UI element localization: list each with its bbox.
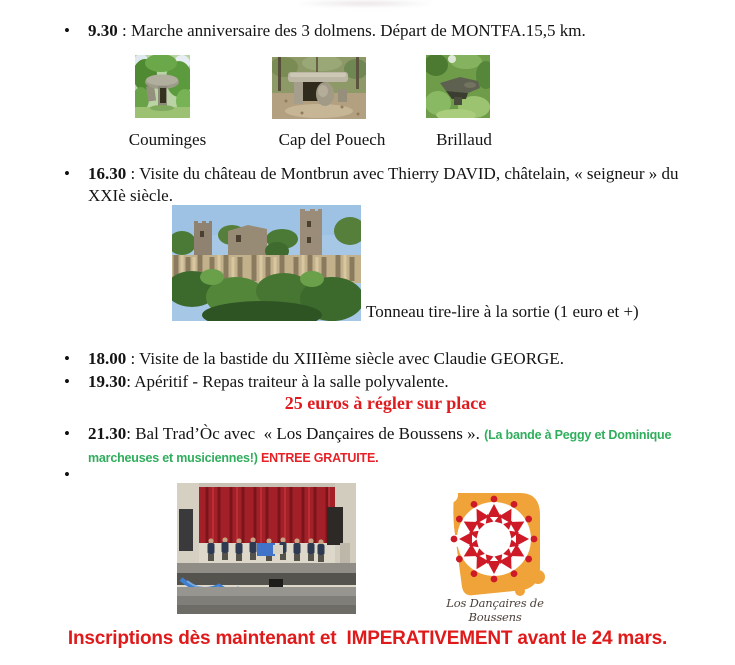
band-stage-photo [177, 483, 356, 614]
bullet-icon: • [64, 21, 70, 40]
schedule-item-2130-text [88, 423, 720, 469]
time-930: 9.30 [88, 21, 118, 40]
time-1930: 19.30 [88, 372, 127, 391]
schedule-item-1930 [64, 371, 724, 393]
bullet-icon: • [64, 164, 70, 183]
time-2130: 21.30 [88, 424, 127, 443]
schedule-item-1930-text [88, 371, 720, 393]
schedule-item-1800-text [88, 348, 720, 370]
schedule-item-930-text [88, 20, 720, 42]
bullet-icon: • [64, 372, 70, 391]
price-line: 25 euros à régler sur place [284, 393, 487, 413]
los-dancaires-logo [442, 485, 546, 597]
desc-1800: : Visite de la bastide du XIIIème siècle avec Claudie GEORGE. [126, 349, 564, 368]
schedule-item-930 [64, 20, 724, 42]
dolmen-caption-cap-del-pouech: Cap del Pouech [278, 130, 386, 149]
bullet-icon: • [64, 465, 70, 484]
dolmen-cap-del-pouech-photo [272, 57, 366, 119]
dolmen-caption-brillaud: Brillaud [436, 130, 492, 149]
time-1630: 16.30 [88, 164, 127, 183]
annotation-green: (La bande à Peggy et Dominique marcheuses et musiciennes!) [88, 428, 675, 465]
schedule-item-1630-text [88, 163, 720, 207]
dolmen-brillaud-photo [426, 55, 490, 118]
desc-930: : Marche anniversaire des 3 dolmens. Départ de MONTFA.15,5 km. [117, 21, 586, 40]
annotation-entree-gratuite: ENTREE GRATUITE. [260, 451, 379, 465]
castle-note: Tonneau tire-lire à la sortie (1 euro et +) [366, 302, 639, 321]
cut-off-text-remnant [300, 0, 430, 7]
schedule-item-1800 [64, 348, 724, 370]
desc-2130: : Bal Trad’Òc avec « Los Dançaires de Boussens ». [126, 424, 485, 443]
bullet-icon: • [64, 424, 70, 443]
dolmen-caption-couminges: Couminges [128, 130, 207, 149]
desc-1930: : Apéritif - Repas traiteur à la salle polyvalente. [126, 372, 449, 391]
footer-inscription-notice: Inscriptions dès maintenant et IMPERATIVEMENT avant le 24 mars. [67, 628, 668, 649]
time-1800: 18.00 [88, 349, 127, 368]
schedule-item-2130 [64, 423, 724, 469]
desc-1630: : Visite du château de Montbrun avec Thierry DAVID, châtelain, « seigneur » du XXIè siècle. [88, 164, 683, 205]
chateau-montbrun-photo [172, 205, 361, 321]
bullet-icon: • [64, 349, 70, 368]
dolmen-couminges-photo [135, 55, 190, 118]
empty-list-item [64, 464, 724, 486]
logo-caption: Los Dançaires de Boussens [446, 596, 544, 624]
schedule-item-1630 [64, 163, 724, 207]
